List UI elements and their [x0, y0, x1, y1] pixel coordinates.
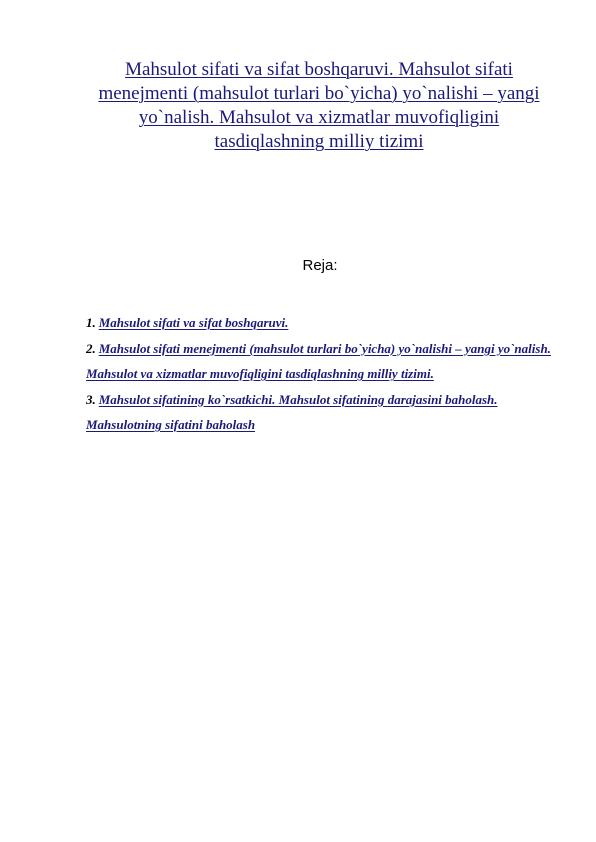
toc-item-link[interactable]: Mahsulot sifati va sifat boshqaruvi.: [98, 315, 289, 330]
toc-item-link[interactable]: Mahsulot sifatining ko`rsatkichi. Mahsulot sifatining darajasini baholash. Mahsulotning sifatini baholash: [86, 391, 498, 432]
toc-item-number: 1.: [86, 315, 96, 330]
toc-item-number: 2.: [86, 340, 96, 356]
toc-item-link[interactable]: Mahsulot sifati menejmenti (mahsulot turlari bo`yicha) yo`nalishi – yangi yo`nalish. Mahsulot va xizmatlar muvofiqligini tasdiqlashning milliy tizimi.: [86, 340, 551, 381]
toc-item-number: 3.: [86, 391, 96, 407]
toc-item-3: [86, 387, 562, 438]
document-title-link[interactable]: Mahsulot sifati va sifat boshqaruvi. Mahsulot sifati menejmenti (mahsulot turlari bo`yicha) yo`nalishi – yangi yo`nalish. Mahsulot va xizmatlar muvofiqligini tasdiqlashning milliy tizimi: [98, 59, 540, 152]
toc-item-2: [86, 336, 562, 387]
plan-heading: Reja:: [302, 257, 338, 274]
table-of-contents: [86, 310, 562, 438]
toc-item-1: [86, 310, 562, 336]
